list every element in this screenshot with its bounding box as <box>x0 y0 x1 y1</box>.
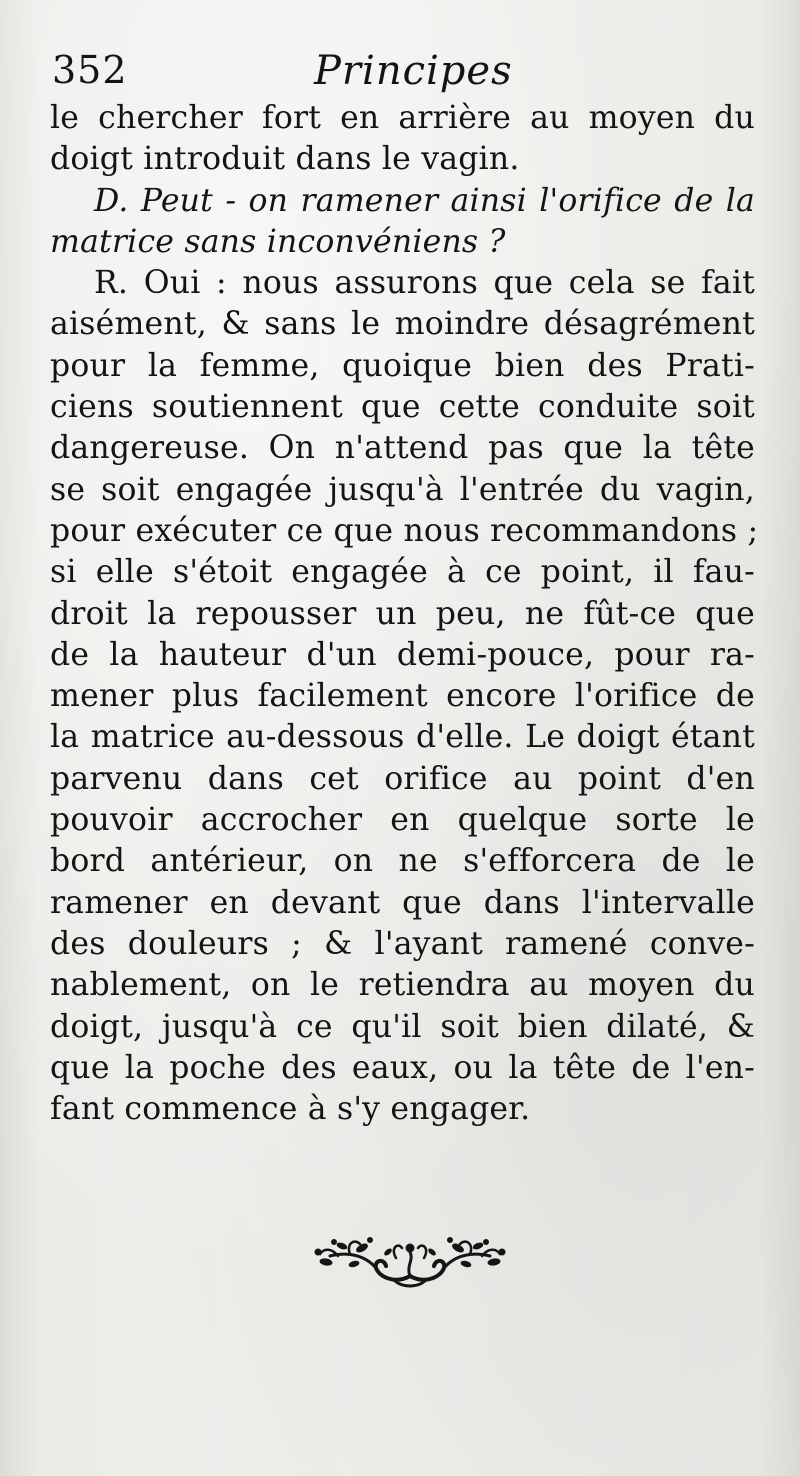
text-line: que la poche des eaux, ou la tête de l'en- <box>50 1049 755 1086</box>
text-line: doigt, jusqu'à ce qu'il soit bien dilaté, & <box>50 1008 755 1045</box>
text-line: si elle s'étoit engagée à ce point, il fau- <box>50 554 755 591</box>
running-head: Principes <box>314 48 513 94</box>
text-line: la matrice au-dessous d'elle. Le doigt étant <box>50 719 755 756</box>
text-line: doigt introduit dans le vagin. <box>50 141 520 178</box>
body-text <box>50 98 759 1130</box>
question-line: D. Peut - on ramener ainsi l'orifice de la <box>94 182 755 219</box>
text-line: le chercher fort en arrière au moyen du <box>50 100 755 136</box>
text-line: parvenu dans cet orifice au point d'en <box>50 760 755 797</box>
text-line: des douleurs ; & l'ayant ramené conve- <box>50 925 755 962</box>
question-line: matrice sans inconvéniens ? <box>50 223 506 260</box>
answer-line: R. Oui : nous assurons que cela se fait <box>94 265 755 302</box>
text-line: pour exécuter ce que nous recommandons ; <box>50 512 759 549</box>
text-line: nablement, on le retiendra au moyen du <box>50 967 755 1004</box>
text-line: pour la femme, quoique bien des Prati- <box>50 347 755 384</box>
text-line: ramener en devant que dans l'intervalle <box>50 884 755 921</box>
text-line: mener plus facilement encore l'orifice de <box>50 678 755 715</box>
text-line: dangereuse. On n'attend pas que la tête <box>50 430 755 467</box>
floral-ornament-icon <box>310 1218 510 1298</box>
text-line: droit la repousser un peu, ne fût-ce que <box>50 595 755 632</box>
page-header <box>52 48 752 98</box>
text-line: se soit engagée jusqu'à l'entrée du vagin, <box>50 471 755 508</box>
text-line: pouvoir accrocher en quelque sorte le <box>50 802 755 839</box>
text-line: aisément, & sans le moindre désagrément <box>50 306 755 343</box>
text-line: de la hauteur d'un demi-pouce, pour ra- <box>50 636 755 673</box>
text-line: ciens soutiennent que cette conduite soit <box>50 389 755 426</box>
page-number: 352 <box>52 48 128 92</box>
text-line: fant commence à s'y engager. <box>50 1091 531 1128</box>
text-line: bord antérieur, on ne s'efforcera de le <box>50 843 755 880</box>
